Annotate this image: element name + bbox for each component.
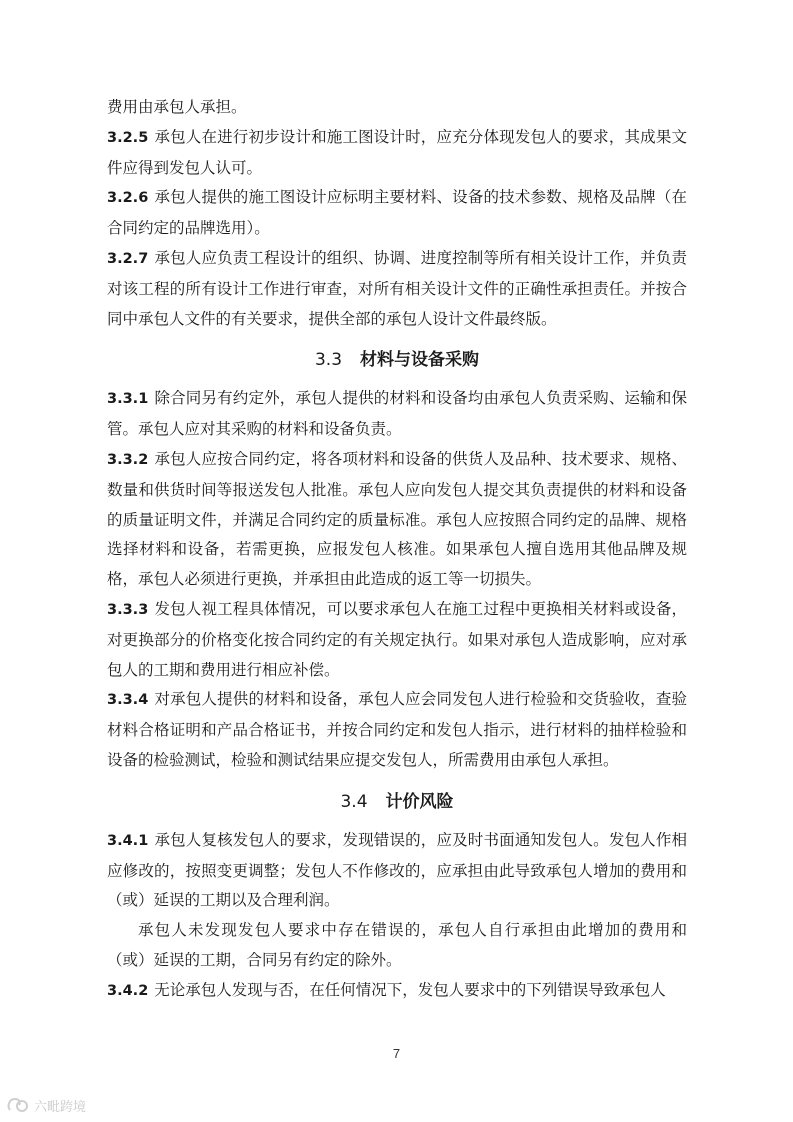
clause-paragraph	[107, 976, 687, 1007]
clause-number: 3.3.2	[107, 451, 149, 468]
section-number: 3.4	[340, 791, 368, 812]
clause-text: 费用由承包人承担。	[107, 98, 247, 116]
clause-number: 3.2.6	[107, 190, 149, 207]
clause-number: 3.2.5	[107, 129, 149, 146]
clause-paragraph	[107, 183, 687, 244]
clause-paragraph	[107, 826, 687, 916]
section-title: 材料与设备采购	[360, 350, 480, 371]
clause-text: 除合同另有约定外，承包人提供的材料和设备均由承包人负责采购、运输和保管。承包人应对其采购的材料和设备负责。	[107, 389, 687, 439]
section-heading	[107, 340, 687, 380]
clause-text: 承包人复核发包人的要求，发现错误的，应及时书面通知发包人。发包人作相应修改的，按照变更调整；发包人不作修改的，应承担由此导致承包人增加的费用和（或）延误的工期以及合理利润。	[107, 830, 687, 910]
clause-text: 承包人在进行初步设计和施工图设计时，应充分体现发包人的要求，其成果文件应得到发包人认可。	[107, 127, 687, 177]
document-body	[107, 93, 687, 1007]
clause-text: 发包人视工程具体情况，可以要求承包人在施工过程中更换相关材料或设备，对更换部分的价格变化按合同约定的有关规定执行。如果对承包人造成影响，应对承包人的工期和费用进行相应补偿。	[107, 599, 687, 679]
clause-paragraph	[107, 445, 687, 595]
clause-number: 3.3.3	[107, 601, 149, 618]
clause-paragraph	[107, 123, 687, 184]
clause-text: 对承包人提供的材料和设备，承包人应会同发包人进行检验和交货验收，查验材料合格证明和产品合格证书，并按合同约定和发包人指示，进行材料的抽样检验和设备的检验测试，检验和测试结果应提交发包人，所需费用由承包人承担。	[107, 690, 687, 769]
clause-number: 3.3.4	[107, 692, 149, 709]
clause-number: 3.3.1	[107, 391, 149, 408]
section-title: 计价风险	[385, 791, 454, 812]
watermark	[6, 1094, 86, 1116]
clause-text: 承包人应负责工程设计的组织、协调、进度控制等所有相关设计工作，并负责对该工程的所有设计工作进行审查，对所有相关设计文件的正确性承担责任。并按合同中承包人文件的有关要求，提供全部的承包人设计文件最终版。	[107, 248, 687, 328]
clause-paragraph	[107, 244, 687, 334]
clause-text: 承包人未发现发包人要求中存在错误的，承包人自行承担由此增加的费用和（或）延误的工期，合同另有约定的除外。	[107, 921, 687, 969]
clause-paragraph	[107, 93, 687, 123]
clause-number: 3.2.7	[107, 250, 149, 267]
clause-text: 承包人提供的施工图设计应标明主要材料、设备的技术参数、规格及品牌（在合同约定的品牌选用）。	[107, 188, 687, 238]
clause-text: 承包人应按合同约定，将各项材料和设备的供货人及品种、技术要求、规格、数量和供货时间等报送发包人批准。承包人应向发包人提交其负责提供的材料和设备的质量证明文件，并满足合同约定的质量标准。承包人应按照合同约定的品牌、规格选择材料和设备，若需更换，应报发包人核准。如果承包人擅自选用其他品牌及规格，承包人必须进行更换，并承担由此造成的返工等一切损失。	[107, 449, 687, 589]
watermark-text: 六毗跨境	[34, 1099, 87, 1115]
clause-paragraph	[107, 384, 687, 445]
clause-text: 无论承包人发现与否，在任何情况下，发包人要求中的下列错误导致承包人	[154, 980, 666, 999]
section-number: 3.3	[314, 350, 343, 371]
section-heading	[107, 782, 687, 822]
clause-paragraph	[107, 685, 687, 775]
page-number: 7	[392, 1046, 401, 1061]
clause-paragraph	[107, 916, 687, 976]
clause-paragraph	[107, 595, 687, 685]
clause-number: 3.4.2	[107, 982, 149, 999]
watermark-logo-icon	[6, 1096, 30, 1114]
clause-number: 3.4.1	[107, 832, 149, 849]
